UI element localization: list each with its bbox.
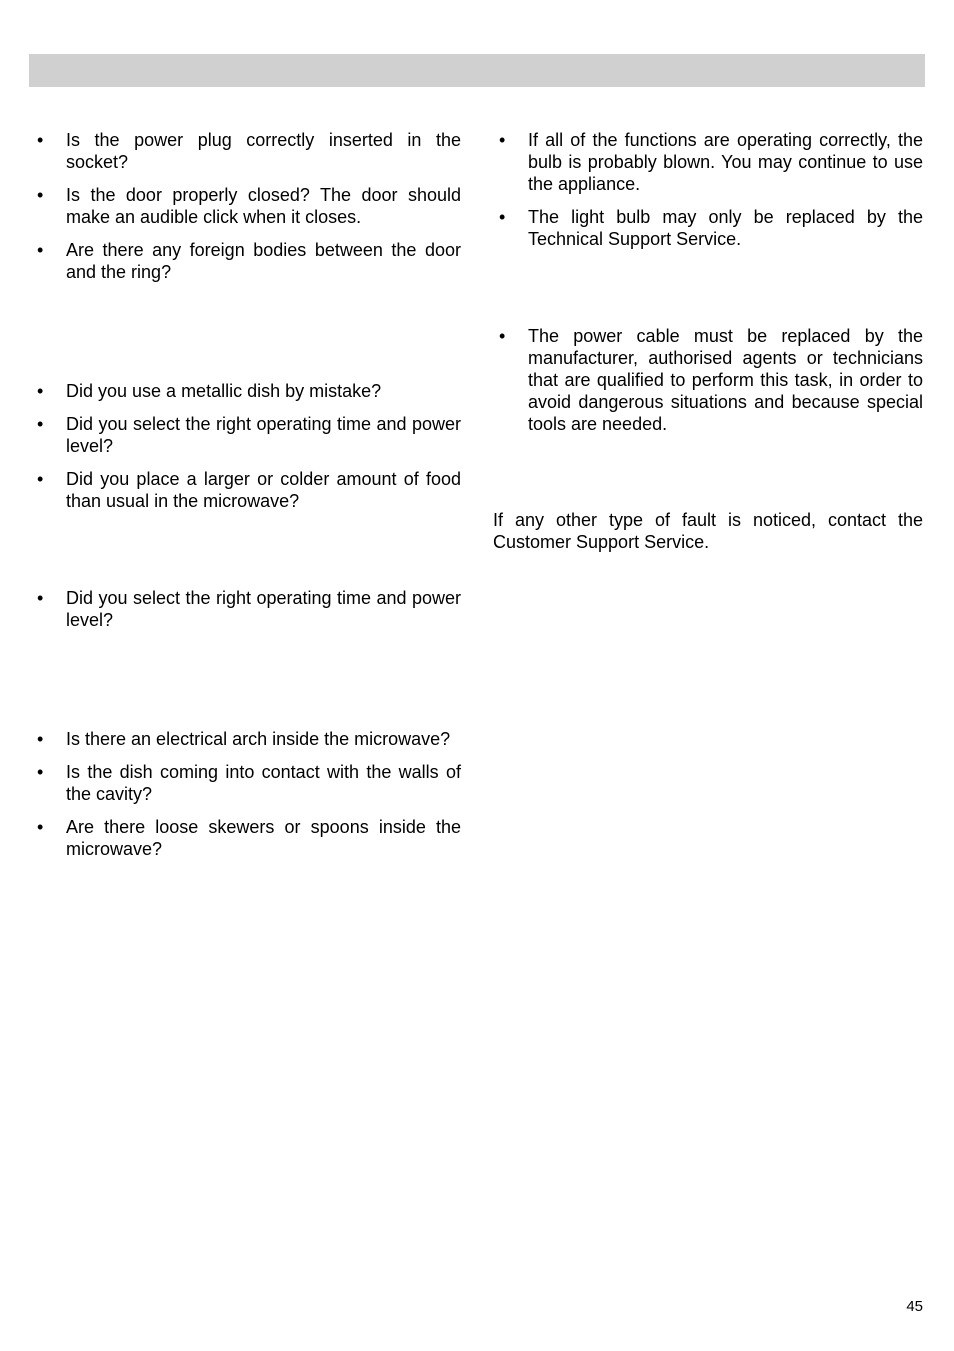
right-checklist-1: [491, 129, 923, 261]
list-item-text: Is the power plug correctly inserted in the socket?: [66, 130, 461, 172]
list-item: [29, 129, 461, 173]
list-item: [29, 761, 461, 805]
bullet-icon: •: [37, 469, 44, 489]
list-item-text: If all of the functions are operating correctly, the bulb is probably blown. You may continue to use the appliance.: [528, 130, 923, 194]
list-item: [491, 129, 923, 195]
list-item: [29, 468, 461, 512]
list-item: [491, 325, 923, 435]
left-checklist-3: [29, 587, 461, 642]
list-item: [29, 413, 461, 457]
bullet-icon: •: [37, 381, 44, 401]
list-item-text: Did you use a metallic dish by mistake?: [66, 381, 382, 401]
left-checklist-2: [29, 380, 461, 523]
page-number: 45: [906, 1298, 923, 1315]
section-header-bar: [29, 54, 925, 87]
bullet-icon: •: [499, 130, 506, 150]
bullet-icon: •: [37, 762, 44, 782]
list-item-text: The light bulb may only be replaced by the Technical Support Service.: [528, 207, 923, 249]
list-item-text: Did you select the right operating time and power level?: [66, 588, 461, 630]
bullet-icon: •: [37, 130, 44, 150]
list-item: [29, 816, 461, 860]
list-item-text: Did you place a larger or colder amount of food than usual in the microwave?: [66, 469, 461, 511]
list-item: [29, 380, 461, 402]
bullet-icon: •: [37, 414, 44, 434]
left-checklist-1: [29, 129, 461, 294]
left-checklist-4: [29, 728, 461, 871]
right-checklist-2: [491, 325, 923, 446]
list-item: [29, 587, 461, 631]
list-item: [29, 728, 461, 750]
list-item-text: The power cable must be replaced by the manufacturer, authorised agents or technicians that are qualified to perform this task, in order to avoid dangerous situations and because special tools are needed.: [528, 326, 923, 434]
list-item-text: Are there loose skewers or spoons inside the microwave?: [66, 817, 461, 859]
bullet-icon: •: [499, 326, 506, 346]
bullet-icon: •: [37, 817, 44, 837]
bullet-icon: •: [37, 729, 44, 749]
list-item: [491, 206, 923, 250]
list-item-text: Is the door properly closed? The door should make an audible click when it closes.: [66, 185, 461, 227]
bullet-icon: •: [37, 588, 44, 608]
list-item-text: Is the dish coming into contact with the walls of the cavity?: [66, 762, 461, 804]
list-item-text: Did you select the right operating time and power level?: [66, 414, 461, 456]
contact-support-paragraph: If any other type of fault is noticed, contact the Customer Support Service.: [493, 510, 923, 552]
list-item: [29, 184, 461, 228]
list-item: [29, 239, 461, 283]
list-item-text: Are there any foreign bodies between the door and the ring?: [66, 240, 461, 282]
list-item-text: Is there an electrical arch inside the microwave?: [66, 729, 451, 749]
bullet-icon: •: [37, 240, 44, 260]
bullet-icon: •: [37, 185, 44, 205]
bullet-icon: •: [499, 207, 506, 227]
